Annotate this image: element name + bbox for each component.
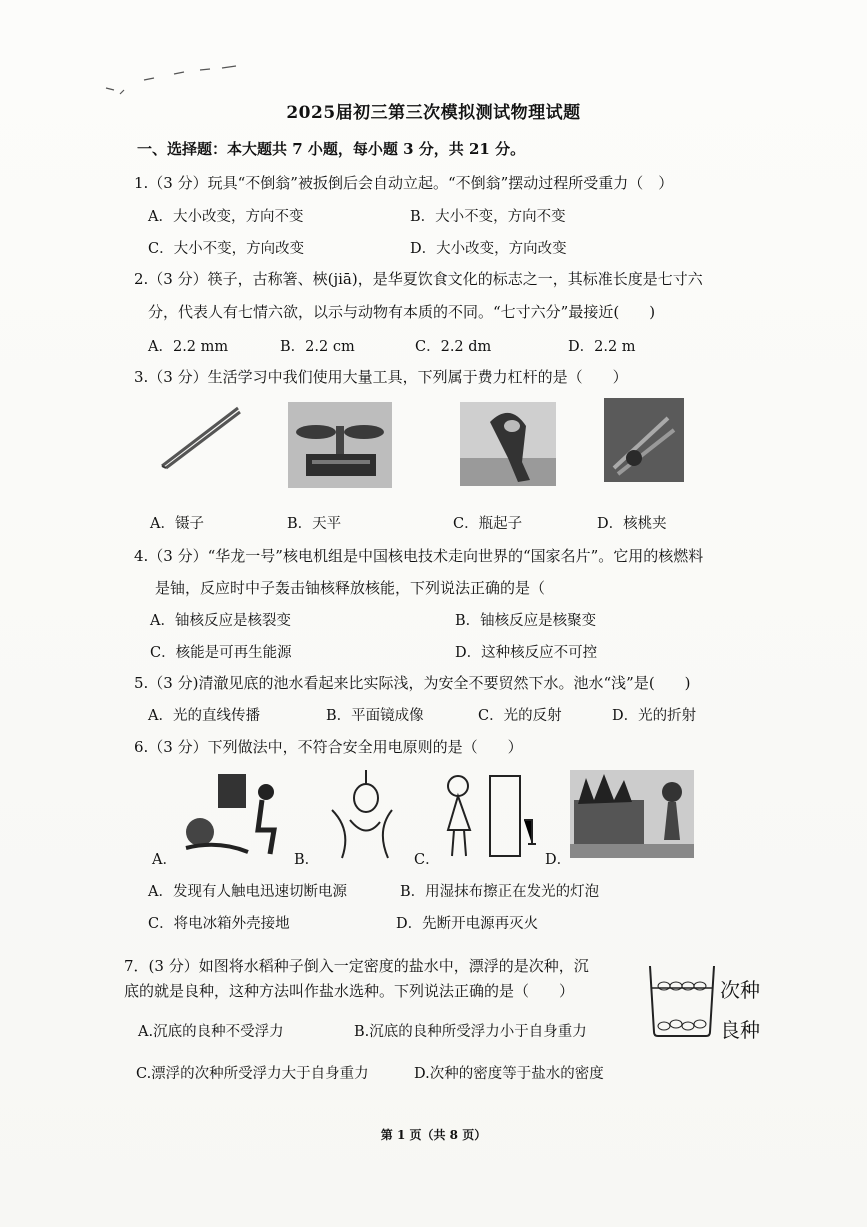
q7-line2: 底的就是良种，这种方法叫作盐水选种。下列说法正确的是（ ） <box>124 982 575 1000</box>
q1-option-b: B．大小不变，方向不变 <box>410 209 566 225</box>
q7-fig-bottom-label: 良种 <box>720 1018 760 1042</box>
tweezers-image <box>158 402 242 470</box>
q6-option-b: B．用湿抹布擦正在发光的灯泡 <box>400 884 600 900</box>
bottle-opener-image <box>460 402 556 486</box>
q2-option-d: D．2.2 m <box>568 339 636 355</box>
q3-stem: 3.（3 分）生活学习中我们使用大量工具，下列属于费力杠杆的是（ ） <box>134 368 628 386</box>
q6-option-c: C．将电冰箱外壳接地 <box>148 916 290 932</box>
fire-and-power-image <box>570 770 694 858</box>
q2-line2: 分，代表人有七情六欲，以示与动物有本质的不同。“七寸六分”最接近( ) <box>148 303 656 321</box>
q1-stem: 1.（3 分）玩具“不倒翁”被扳倒后会自动立起。“不倒翁”摆动过程所受重力（ ） <box>134 174 674 192</box>
q6-fig-label-c: C． <box>414 852 440 868</box>
q5-option-c: C．光的反射 <box>478 708 562 724</box>
q4-option-d: D．这种核反应不可控 <box>455 645 598 661</box>
q1-option-d: D．大小改变，方向改变 <box>410 241 567 257</box>
electric-shock-scene-image <box>178 770 292 860</box>
q4-option-a: A．铀核反应是核裂变 <box>150 613 291 629</box>
q5-option-b: B．平面镜成像 <box>326 708 424 724</box>
nutcracker-image <box>604 398 684 482</box>
q2-option-a: A．2.2 mm <box>148 339 229 355</box>
pencil-scribble <box>104 60 244 100</box>
q7-option-a: A.沉底的良种不受浮力 <box>138 1024 284 1040</box>
q3-option-b: B．天平 <box>287 516 342 532</box>
q7-fig-top-label: 次种 <box>720 978 760 1002</box>
q6-stem: 6.（3 分）下列做法中，不符合安全用电原则的是（ ） <box>134 738 523 756</box>
q3-option-d: D．核桃夹 <box>597 516 667 532</box>
q7-option-d: D.次种的密度等于盐水的密度 <box>414 1066 604 1082</box>
q4-option-c: C．核能是可再生能源 <box>150 645 292 661</box>
q5-stem: 5.（3 分)清澈见底的池水看起来比实际浅，为安全不要贸然下水。池水“浅”是( ) <box>134 674 691 692</box>
q7-option-b: B.沉底的良种所受浮力小于自身重力 <box>354 1024 587 1040</box>
q2-option-c: C．2.2 dm <box>415 339 492 355</box>
q3-option-c: C．瓶起子 <box>453 516 523 532</box>
q6-option-a: A．发现有人触电迅速切断电源 <box>148 884 347 900</box>
section-heading: 一、选择题：本大题共 7 小题，每小题 3 分，共 21 分。 <box>137 140 526 158</box>
q7-line1: 7．(3 分）如图将水稻种子倒入一定密度的盐水中，漂浮的是次种，沉 <box>124 957 589 975</box>
salt-water-beaker-image <box>644 962 720 1038</box>
page-footer: 第 1 页（共 8 页） <box>380 1128 487 1142</box>
q6-fig-label-d: D． <box>545 852 572 868</box>
q1-option-c: C．大小不变，方向改变 <box>148 241 305 257</box>
q3-option-a: A．镊子 <box>150 516 204 532</box>
q6-option-d: D．先断开电源再灭火 <box>396 916 539 932</box>
q6-fig-label-a: A． <box>152 852 177 868</box>
q2-line1: 2.（3 分）筷子，古称箸、梜(jiā)，是华夏饮食文化的标志之一，其标准长度是七寸六 <box>134 270 703 288</box>
wet-cloth-bulb-image <box>322 770 410 860</box>
q1-option-a: A．大小改变，方向不变 <box>148 209 304 225</box>
q4-line2: 是铀，反应时中子轰击铀核释放核能，下列说法正确的是（ <box>155 579 546 597</box>
exam-title: 2025届初三第三次模拟测试物理试题 <box>286 103 581 123</box>
q4-option-b: B．铀核反应是核聚变 <box>455 613 597 629</box>
q7-option-c: C.漂浮的次种所受浮力大于自身重力 <box>136 1066 369 1082</box>
q5-option-a: A．光的直线传播 <box>148 708 260 724</box>
q5-option-d: D．光的折射 <box>612 708 697 724</box>
q6-fig-label-b: B． <box>294 852 320 868</box>
fridge-grounding-image <box>436 770 536 862</box>
balance-scale-image <box>288 402 392 488</box>
q4-line1: 4.（3 分）“华龙一号”核电机组是中国核电技术走向世界的“国家名片”。它用的核燃料 <box>134 547 704 565</box>
q2-option-b: B．2.2 cm <box>280 339 355 355</box>
